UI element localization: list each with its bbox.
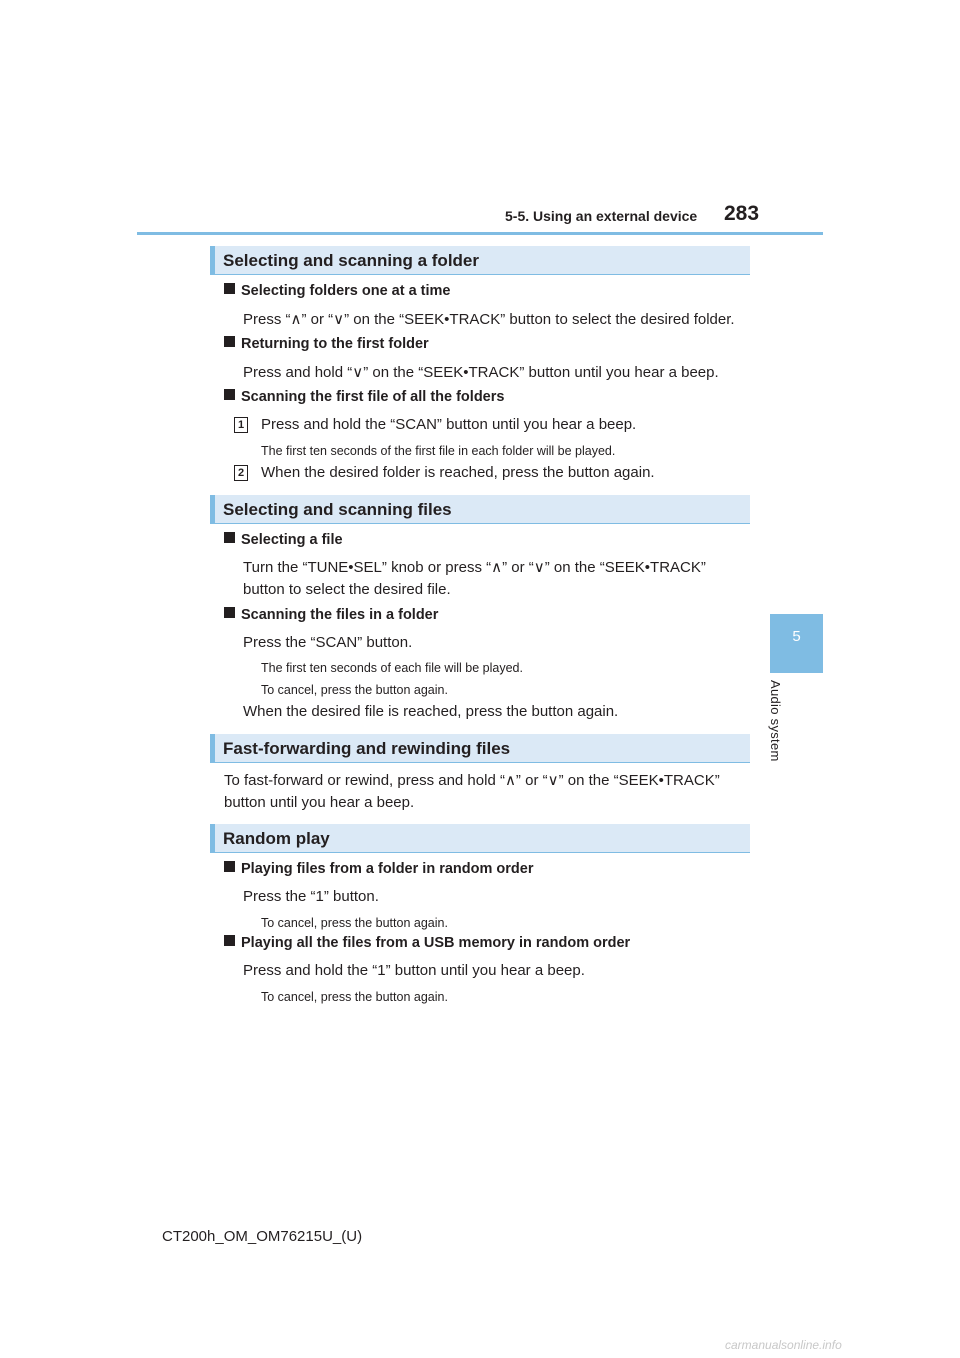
step-text: Press and hold the “SCAN” button until you hear a beep. (261, 416, 637, 433)
square-bullet-icon (224, 935, 235, 946)
note-text: To cancel, press the button again. (261, 683, 448, 697)
body-text: Press “∧” or “∨” on the “SEEK•TRACK” button to select the desired folder. (243, 311, 735, 328)
square-bullet-icon (224, 336, 235, 347)
subheading: Scanning the files in a folder (224, 607, 438, 623)
running-header: 5-5. Using an external device (505, 208, 698, 224)
body-text: Turn the “TUNE•SEL” knob or press “∧” or “∨” on the “SEEK•TRACK” button to select the desired file. (243, 559, 706, 598)
document-code: CT200h_OM_OM76215U_(U) (162, 1228, 363, 1245)
section-title-fastforward: Fast-forwarding and rewinding files (210, 734, 750, 763)
step-number-1: 1 (234, 417, 248, 433)
subheading: Playing all the files from a USB memory in random order (224, 935, 630, 951)
subheading: Selecting a file (224, 532, 343, 548)
square-bullet-icon (224, 389, 235, 400)
square-bullet-icon (224, 607, 235, 618)
note-text: The first ten seconds of each file will be played. (261, 661, 523, 675)
body-text: Press and hold “∨” on the “SEEK•TRACK” button until you hear a beep. (243, 364, 719, 381)
paragraph: To fast-forward or rewind, press and hold “∧” or “∨” on the “SEEK•TRACK” button until you hear a beep. (224, 772, 720, 811)
square-bullet-icon (224, 532, 235, 543)
subheading: Selecting folders one at a time (224, 283, 451, 299)
step-text: When the desired folder is reached, press the button again. (261, 464, 655, 481)
chapter-label: Audio system (768, 680, 783, 762)
page-number: 283 (724, 202, 760, 225)
body-text: When the desired file is reached, press the button again. (243, 703, 619, 720)
section-title-folder: Selecting and scanning a folder (210, 246, 750, 275)
chapter-number: 5 (792, 628, 801, 645)
body-text: Press the “SCAN” button. (243, 634, 413, 651)
step-number-2: 2 (234, 465, 248, 481)
subheading: Playing files from a folder in random order (224, 861, 533, 877)
body-text: Press the “1” button. (243, 888, 379, 905)
section-title-files: Selecting and scanning files (210, 495, 750, 524)
header-rule (137, 232, 823, 235)
square-bullet-icon (224, 861, 235, 872)
subheading: Scanning the first file of all the folders (224, 389, 504, 405)
subheading: Returning to the first folder (224, 336, 429, 352)
watermark: carmanualsonline.info (725, 1338, 842, 1352)
note-text: To cancel, press the button again. (261, 990, 448, 1004)
section-title-random: Random play (210, 824, 750, 853)
body-text: Press and hold the “1” button until you hear a beep. (243, 962, 585, 979)
step-note: The first ten seconds of the first file in each folder will be played. (261, 444, 616, 458)
square-bullet-icon (224, 283, 235, 294)
note-text: To cancel, press the button again. (261, 916, 448, 930)
